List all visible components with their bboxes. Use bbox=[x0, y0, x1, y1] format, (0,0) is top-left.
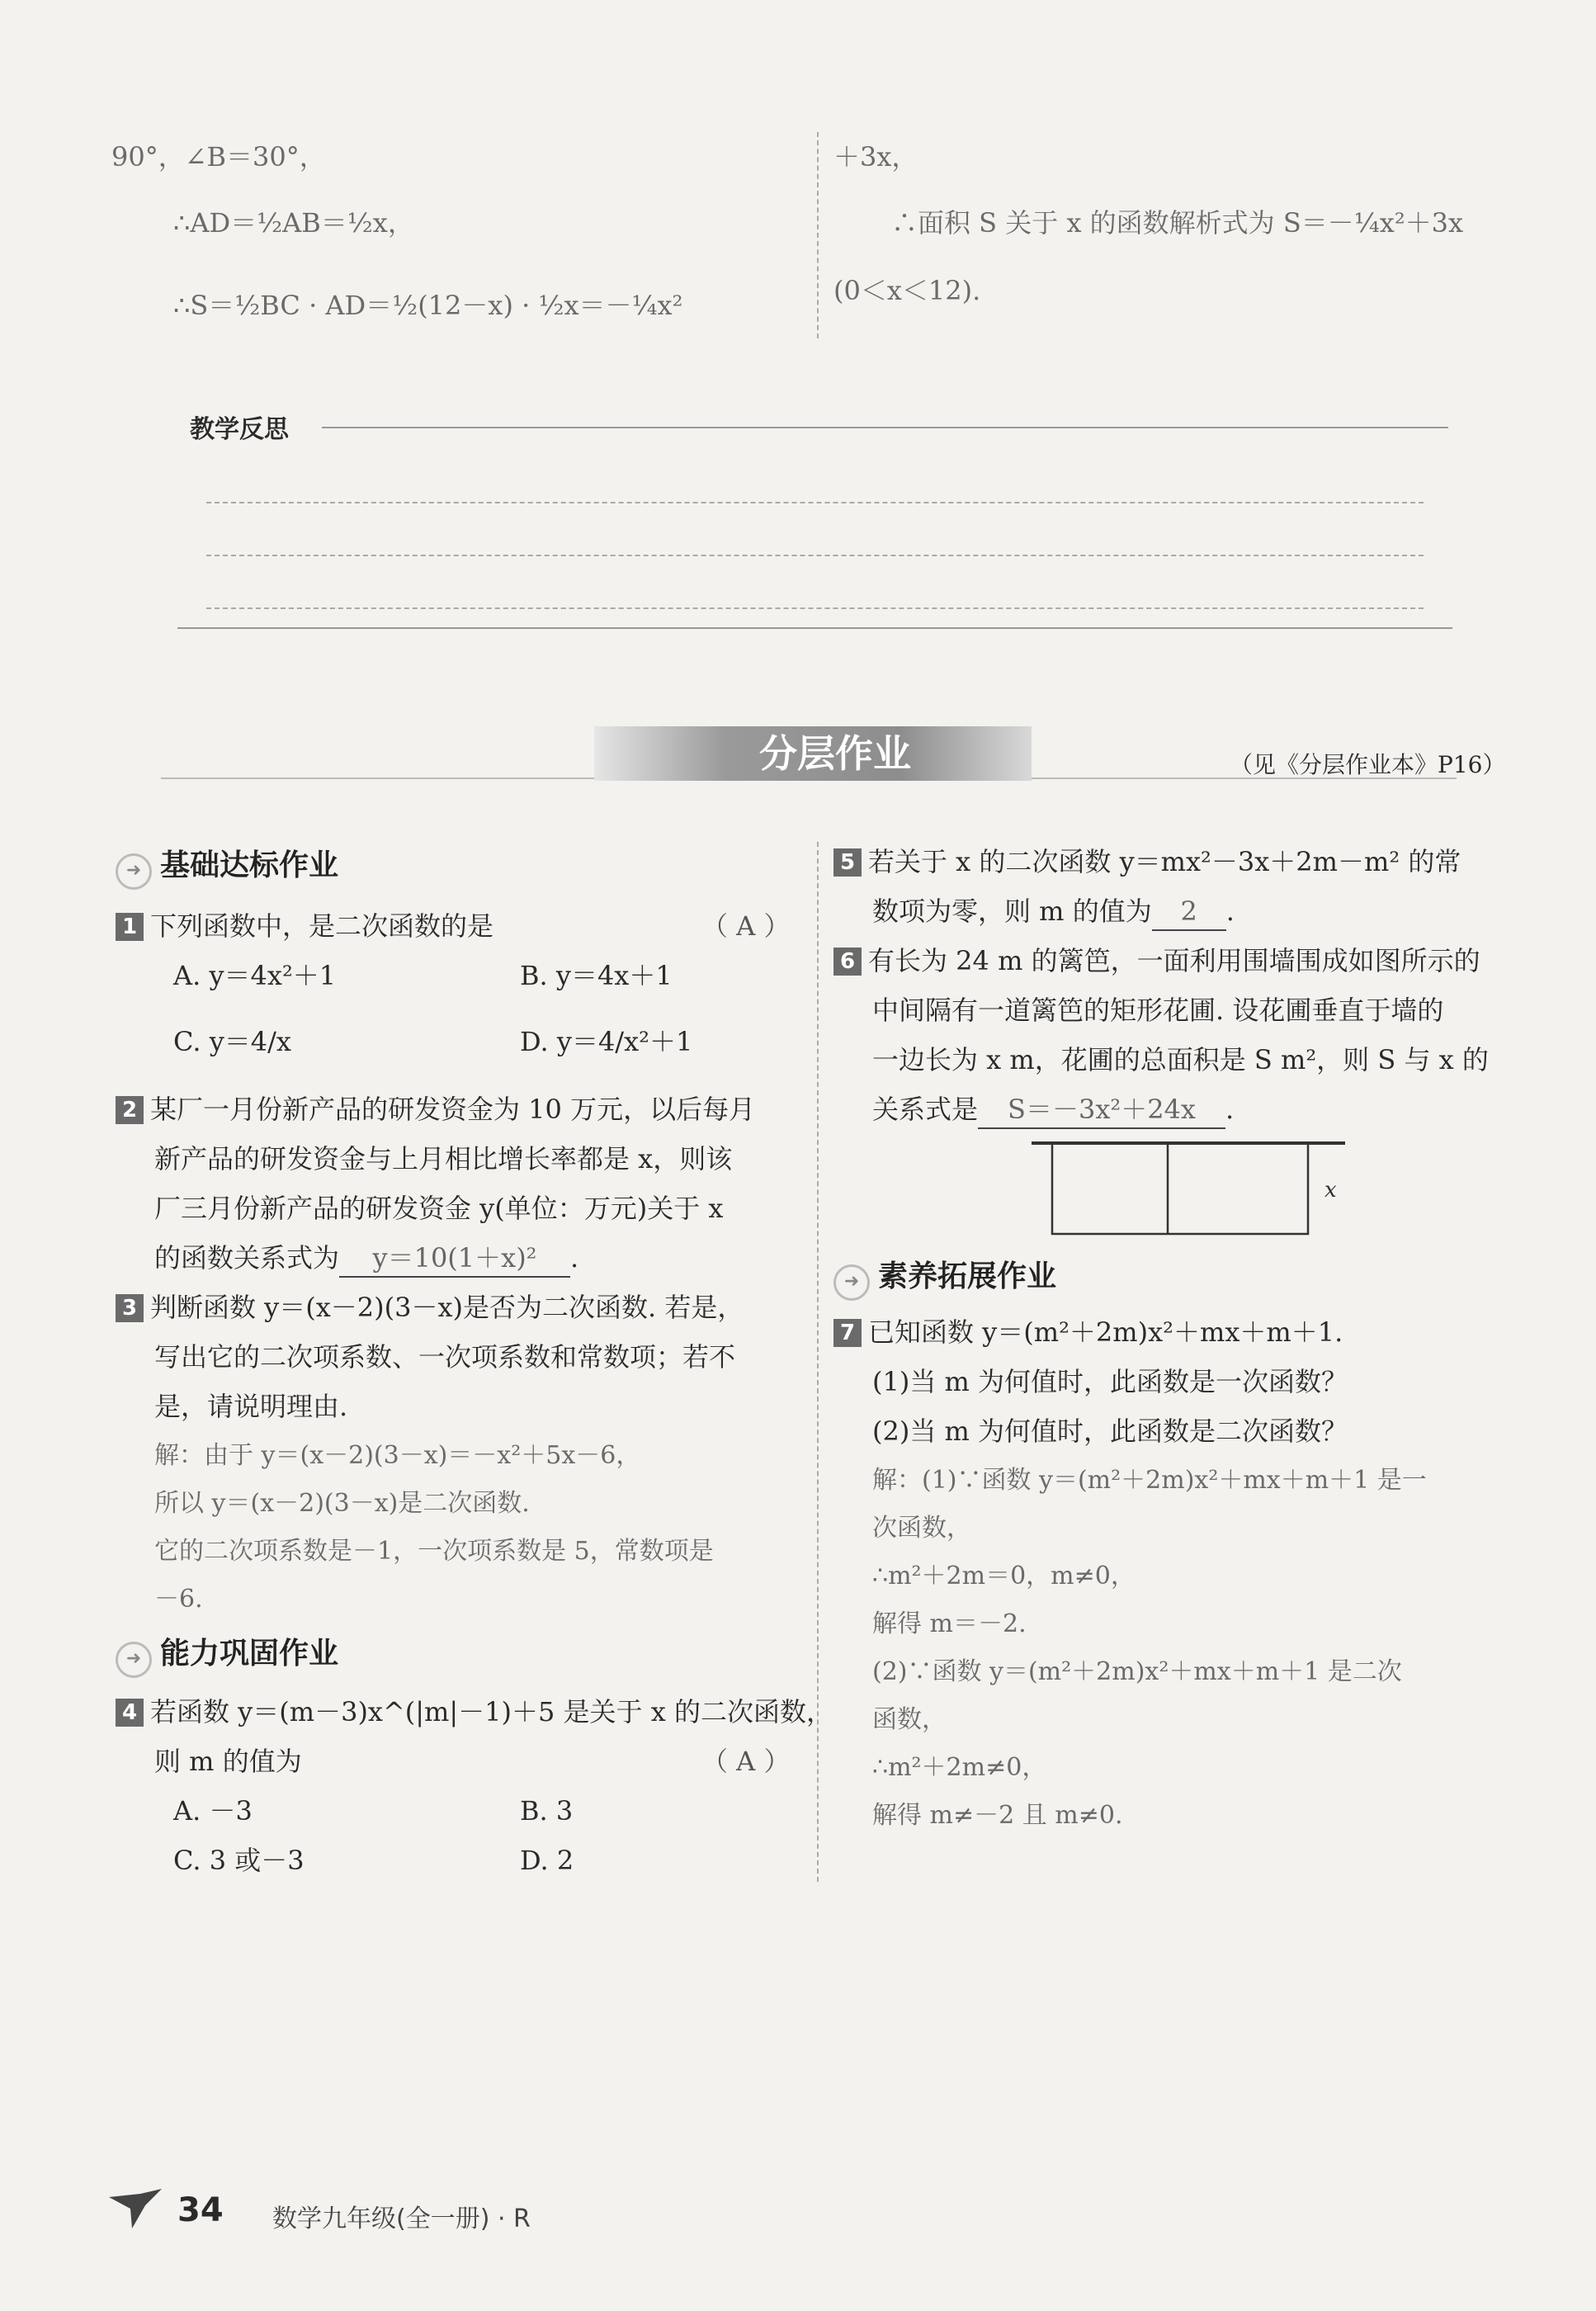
q7-line-2: (1)当 m 为何值时，此函数是一次函数？ bbox=[872, 1366, 1348, 1397]
q2-blank: y＝10(1＋x)² bbox=[339, 1240, 570, 1278]
bird-logo-icon bbox=[107, 2187, 165, 2233]
q6-number: 6 bbox=[833, 948, 862, 976]
q6-line-2: 中间隔有一道篱笆的矩形花圃. 设花圃垂直于墙的 bbox=[872, 995, 1444, 1026]
garden-figure bbox=[1032, 1135, 1378, 1242]
section-extend bbox=[833, 1253, 1098, 1301]
banner-title: 分层作业 bbox=[594, 726, 1032, 781]
q3-text-1: 判断函数 y＝(x－2)(3－x)是否为二次函数. 若是， bbox=[150, 1292, 744, 1323]
q2-line-1 bbox=[116, 1091, 755, 1127]
q5-line-2: 数项为零，则 m 的值为 2 . bbox=[872, 893, 1235, 931]
q4-option-a: A. －3 bbox=[173, 1795, 253, 1827]
q1-number: 1 bbox=[116, 913, 144, 941]
q3-solution-2: 所以 y＝(x－2)(3－x)是二次函数. bbox=[154, 1489, 530, 1518]
column-divider-top bbox=[817, 132, 819, 338]
q1-option-b: B. y＝4x＋1 bbox=[520, 960, 673, 991]
q7-solution-7: ∴m²＋2m≠0， bbox=[872, 1753, 1047, 1782]
q7-line-1 bbox=[833, 1314, 1343, 1350]
q4-text-1: 若函数 y＝(m－3)x^(|m|－1)＋5 是关于 x 的二次函数， bbox=[150, 1696, 833, 1727]
section-ability bbox=[116, 1630, 380, 1678]
q7-solution-5: (2)∵函数 y＝(m²＋2m)x²＋mx＋m＋1 是二次 bbox=[872, 1657, 1402, 1686]
q2-line-2: 新产品的研发资金与上月相比增长率都是 x，则该 bbox=[154, 1143, 733, 1174]
reflection-line-3 bbox=[206, 607, 1424, 609]
q3-line-2: 写出它的二次项系数、一次项系数和常数项；若不 bbox=[154, 1341, 736, 1373]
q6-text-1: 有长为 24 m 的篱笆，一面利用围墙围成如图所示的 bbox=[868, 945, 1480, 976]
arrow-icon: ➜ bbox=[116, 1642, 152, 1678]
reflection-title: 教学反思 bbox=[190, 415, 289, 444]
q7-solution-1: 解：(1)∵函数 y＝(m²＋2m)x²＋mx＋m＋1 是一 bbox=[872, 1466, 1427, 1495]
top-right-line-3: (0＜x＜12). bbox=[833, 275, 981, 306]
q2-number: 2 bbox=[116, 1096, 144, 1124]
banner-ref: （见《分层作业本》P16） bbox=[1230, 751, 1506, 778]
q5-text-2: 数项为零，则 m 的值为 bbox=[872, 896, 1152, 927]
q6-text-4: 关系式是 bbox=[872, 1094, 979, 1125]
q3-number: 3 bbox=[116, 1294, 144, 1322]
reflection-bottom-rule bbox=[177, 627, 1452, 629]
top-right-line-2: ∴面积 S 关于 x 的函数解析式为 S＝－¼x²＋3x bbox=[891, 207, 1464, 239]
arrow-icon: ➜ bbox=[833, 1264, 870, 1301]
arrow-icon: ➜ bbox=[116, 853, 152, 890]
column-divider bbox=[817, 842, 819, 1882]
q7-solution-4: 解得 m＝－2. bbox=[872, 1609, 1027, 1638]
q7-solution-8: 解得 m≠－2 且 m≠0. bbox=[872, 1801, 1123, 1830]
q5-number: 5 bbox=[833, 848, 862, 877]
q4-option-c: C. 3 或－3 bbox=[173, 1845, 305, 1876]
garden-figure-label: x bbox=[1324, 1178, 1337, 1203]
reflection-line-1 bbox=[206, 502, 1424, 503]
reflection-top-rule bbox=[322, 427, 1448, 428]
q3-solution-4: －6. bbox=[154, 1585, 203, 1614]
q6-line-3: 一边长为 x m，花圃的总面积是 S m²，则 S 与 x 的 bbox=[872, 1044, 1489, 1075]
q5-blank: 2 bbox=[1152, 893, 1226, 931]
q7-number: 7 bbox=[833, 1319, 862, 1347]
q5-text-1: 若关于 x 的二次函数 y＝mx²－3x＋2m－m² 的常 bbox=[868, 846, 1461, 877]
top-right-line-1: ＋3x， bbox=[833, 141, 918, 172]
page-number: 34 bbox=[177, 2191, 224, 2229]
q1-stem bbox=[116, 908, 493, 944]
q4-line-1 bbox=[116, 1694, 833, 1730]
q1-option-a: A. y＝4x²＋1 bbox=[173, 960, 337, 991]
section-basic bbox=[116, 842, 380, 890]
q2-text-1: 某厂一月份新产品的研发资金为 10 万元，以后每月 bbox=[150, 1094, 756, 1125]
q2-line-4: 的函数关系式为 y＝10(1＋x)² . bbox=[154, 1240, 578, 1278]
top-left-line-2: ∴AD＝½AB＝½x， bbox=[173, 207, 414, 239]
q7-line-3: (2)当 m 为何值时，此函数是二次函数？ bbox=[872, 1415, 1348, 1447]
q6-blank: S＝－3x²＋24x bbox=[978, 1091, 1225, 1129]
reflection-line-2 bbox=[206, 555, 1424, 556]
q6-line-1 bbox=[833, 943, 1480, 979]
top-left-line-1: 90°，∠B＝30°， bbox=[111, 141, 326, 172]
q2-text-4: 的函数关系式为 bbox=[154, 1242, 340, 1274]
q4-line-2: 则 m 的值为 bbox=[154, 1746, 302, 1777]
q7-solution-2: 次函数， bbox=[872, 1514, 971, 1543]
q6-line-4: 关系式是 S＝－3x²＋24x . bbox=[872, 1091, 1234, 1129]
q4-option-b: B. 3 bbox=[520, 1795, 574, 1827]
q3-line-3: 是，请说明理由. bbox=[154, 1391, 348, 1422]
q3-line-1 bbox=[116, 1289, 744, 1326]
q7-solution-6: 函数， bbox=[872, 1705, 947, 1734]
section-extend-title: 素养拓展作业 bbox=[878, 1259, 1057, 1293]
q7-text-1: 已知函数 y＝(m²＋2m)x²＋mx＋m＋1. bbox=[868, 1316, 1343, 1348]
book-title: 数学九年级(全一册) · R bbox=[272, 2205, 531, 2233]
top-left-line-3: ∴S＝½BC · AD＝½(12－x) · ½x＝－¼x² bbox=[173, 290, 683, 321]
section-basic-title: 基础达标作业 bbox=[160, 848, 339, 882]
q1-text: 下列函数中，是二次函数的是 bbox=[150, 910, 494, 942]
q2-line-3: 厂三月份新产品的研发资金 y(单位：万元)关于 x bbox=[154, 1193, 724, 1224]
section-ability-title: 能力巩固作业 bbox=[160, 1637, 339, 1671]
q3-solution-1: 解：由于 y＝(x－2)(3－x)＝－x²＋5x－6， bbox=[154, 1441, 641, 1470]
q4-answer: （ A ） bbox=[701, 1746, 791, 1777]
q7-solution-3: ∴m²＋2m＝0，m≠0， bbox=[872, 1562, 1136, 1590]
q3-solution-3: 它的二次项系数是－1，一次项系数是 5，常数项是 bbox=[154, 1537, 714, 1566]
q4-option-d: D. 2 bbox=[520, 1845, 574, 1876]
q1-option-d: D. y＝4/x²＋1 bbox=[520, 1026, 693, 1057]
q1-option-c: C. y＝4/x bbox=[173, 1026, 291, 1057]
q1-answer: （ A ） bbox=[701, 910, 791, 942]
q5-line-1 bbox=[833, 844, 1461, 880]
garden-rect bbox=[1052, 1143, 1308, 1234]
q4-number: 4 bbox=[116, 1699, 144, 1727]
